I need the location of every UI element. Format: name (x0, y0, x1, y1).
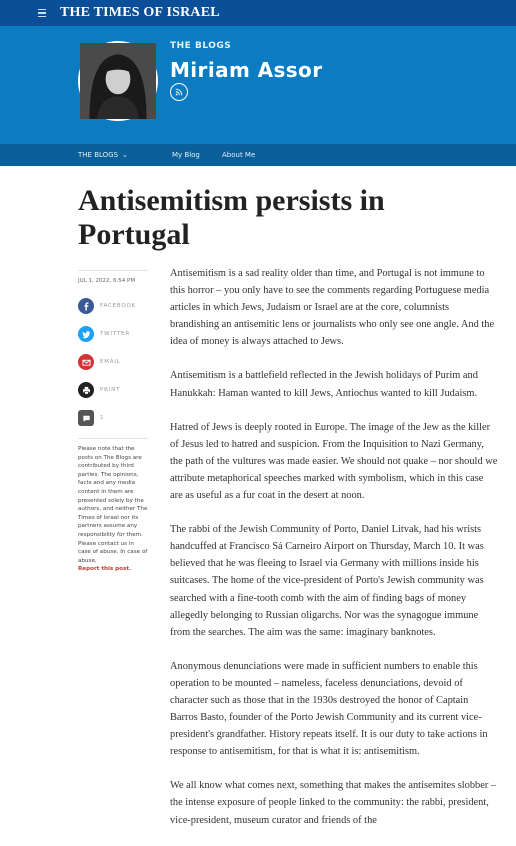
blog-subnav (0, 144, 516, 166)
blog-author-header (0, 26, 516, 144)
section-label[interactable]: THE BLOGS (170, 41, 232, 51)
rss-icon (175, 88, 183, 96)
share-facebook[interactable] (78, 298, 148, 314)
article-paragraph: The rabbi of the Jewish Community of Porto, Daniel Litvak, had his wrists handcuffed at Francisco Sá Carneiro Airport on Thursday, March 10. It was believed that he was fleeing to Israel via Germany with millions inside his suitcases. The home of the vice-president of Porto's Jewish community was searched with a fine-tooth comb with the aim of finding bags of money allegedly belonging to Russian oligarchs. Nor was the synagogue immune from the searches. The aim was the same: imaginary banknotes. (170, 524, 484, 638)
hamburger-menu-icon[interactable] (30, 0, 54, 26)
share-print[interactable] (78, 382, 148, 398)
share-email[interactable] (78, 354, 148, 370)
share-twitter[interactable] (78, 326, 148, 342)
share-email-label: EMAIL (100, 359, 121, 365)
disclaimer-text: Please note that the posts on The Blogs are contributed by third parties. The opinions, facts and any media content in them are presented solely by the authors, and neither The Times of Israel nor its partners assume any responsibility for them. Please contact us in case of abuse. In case of abuse, (78, 446, 148, 564)
comment-count: 1 (100, 415, 105, 421)
divider (78, 270, 148, 271)
chevron-down-icon: ⌄ (122, 151, 128, 159)
share-facebook-label: FACEBOOK (100, 303, 136, 309)
comments-button[interactable] (78, 410, 148, 426)
subnav-about-me[interactable]: About Me (222, 151, 256, 159)
subnav-the-blogs[interactable] (78, 151, 128, 159)
email-icon (78, 354, 94, 370)
article-paragraph: Antisemitism is a battlefield reflected in the Jewish holidays of Purim and Hanukkah: Haman wanted to kill Jews, Antiochus wanted to kill Judaism. (170, 370, 478, 399)
article-sidebar (78, 270, 148, 574)
twitter-icon (78, 326, 94, 342)
share-print-label: PRINT (100, 387, 121, 393)
report-post-link[interactable]: Report this post. (78, 566, 132, 573)
facebook-icon (78, 298, 94, 314)
article-body (170, 265, 498, 846)
rss-button[interactable] (170, 83, 188, 101)
article-paragraph: Anonymous denunciations were made in sufficient numbers to enable this operation to be mounted – nameless, faceless denunciations, devoid of character such as those that in the 1930s destroyed the honor of Captain Barros Basto, founder of the Porto Jewish Community and its current vice-president's grandfather. History repeats itself. It is our duty to take actions in response to antisemitism, for that is what it is: antisemitism. (170, 660, 488, 758)
article-title: Antisemitism persists in Portugal (78, 184, 385, 251)
print-icon (78, 382, 94, 398)
article-paragraph: Antisemitism is a sad reality older than time, and Portugal is not immune to this horror – you only have to see the comments regarding Portuguese media articles in which Jews, Judaism or Israel are at the core, columnists brandishing an antisemitic lens or journalists who only see one angle. And the idea of money is always attached to Jews. (170, 268, 495, 348)
author-photo-icon (80, 43, 156, 119)
subnav-my-blog[interactable]: My Blog (172, 151, 200, 159)
top-navigation-bar (0, 0, 516, 26)
blog-disclaimer (78, 438, 148, 574)
site-logo[interactable]: THE TIMES OF ISRAEL (60, 5, 220, 20)
author-name[interactable]: Miriam Assor (170, 58, 323, 82)
publish-date: JUL 1, 2022, 6:54 PM (78, 278, 136, 284)
comment-icon (78, 410, 94, 426)
share-twitter-label: TWITTER (100, 331, 130, 337)
article-paragraph: We all know what comes next, something that makes the antisemites slobber – the intense exposure of people linked to the community: the rabbi, president, vice-president, museum curator and friends of the (170, 780, 497, 826)
subnav-the-blogs-label: THE BLOGS (78, 151, 119, 159)
article-paragraph: Hatred of Jews is deeply rooted in Europe. The image of the Jew as the killer of Jesus led to hatred and suspicion. From the Inquisition to Nazi Germany, the path of the vultures was made easier. We should not quake – nor should we attribute metaphorical speeches marked with symbolism, which in this case are as useful as a fur coat in the desert at noon. (170, 421, 498, 502)
author-avatar[interactable] (78, 41, 158, 121)
